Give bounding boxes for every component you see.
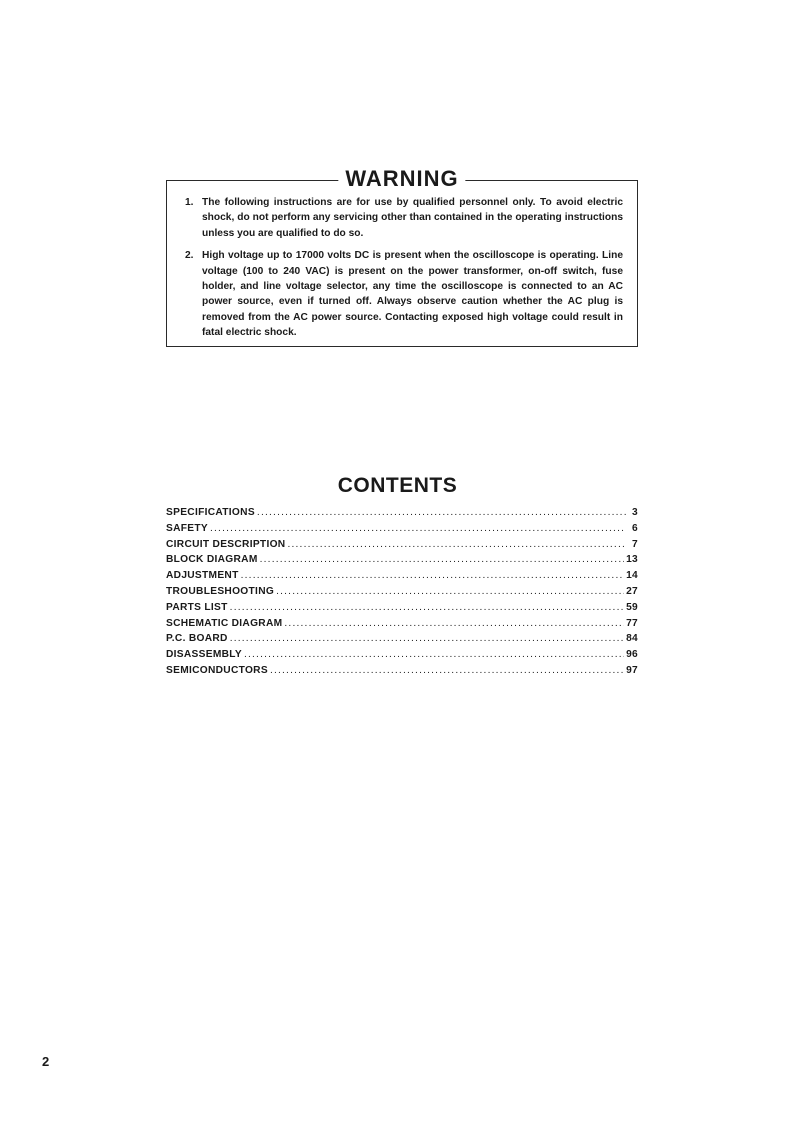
table-of-contents <box>166 507 638 681</box>
contents-title: CONTENTS <box>337 474 458 497</box>
toc-entry-title: DISASSEMBLY <box>166 649 242 661</box>
toc-entry-page: 13 <box>626 554 638 566</box>
toc-entry-circuit-description[interactable] <box>166 539 638 555</box>
toc-entry-page: 6 <box>632 522 638 534</box>
toc-entry-adjustment[interactable] <box>166 570 638 586</box>
toc-entry-page: 97 <box>626 664 638 676</box>
toc-entry-page: 14 <box>626 570 638 582</box>
toc-entry-troubleshooting[interactable] <box>166 586 638 602</box>
toc-leader <box>276 586 624 597</box>
warning-item-text: High voltage up to 17000 volts DC is present when the oscilloscope is operating. Line voltage (100 to 240 VAC) is present on the power transformer, on-off switch, fuse holder, and line voltage selector, any time the oscilloscope is connected to an AC power source, even if turned off. Always observe caution whether the AC plug is removed from the AC power source. Contacting exposed high voltage could result in fatal electric shock. <box>202 250 623 339</box>
toc-entry-page: 3 <box>632 507 638 518</box>
toc-leader <box>260 554 624 565</box>
toc-entry-pc-board[interactable] <box>166 633 638 649</box>
warning-item-text: The following instructions are for use by qualified personnel only. To avoid electric shock, do not perform any servicing other than contained in the operating instructions unless you are qualified to do so. <box>202 197 623 239</box>
toc-leader <box>230 633 624 644</box>
toc-entry-page: 77 <box>626 617 638 629</box>
toc-entry-page: 7 <box>632 538 638 550</box>
toc-entry-title: ADJUSTMENT <box>166 570 239 582</box>
toc-leader <box>287 539 626 550</box>
toc-entry-page: 96 <box>626 649 638 661</box>
warning-item-number: 1. <box>185 197 194 208</box>
warning-list <box>185 195 623 348</box>
toc-entry-title: P.C. BOARD <box>166 633 228 645</box>
warning-item <box>185 195 623 241</box>
toc-leader <box>230 602 624 613</box>
toc-leader <box>244 649 624 660</box>
toc-entry-title: SAFETY <box>166 522 208 534</box>
toc-leader <box>270 665 624 676</box>
toc-entry-block-diagram[interactable] <box>166 554 638 570</box>
toc-leader <box>284 618 624 629</box>
page-number: 2 <box>42 1054 50 1069</box>
toc-entry-title: TROUBLESHOOTING <box>166 585 275 597</box>
warning-title: WARNING <box>338 165 465 193</box>
toc-entry-semiconductors[interactable] <box>166 665 638 681</box>
toc-entry-safety[interactable] <box>166 523 638 539</box>
toc-entry-disassembly[interactable] <box>166 649 638 665</box>
warning-item-number: 2. <box>185 250 194 262</box>
toc-entry-title: SPECIFICATIONS <box>166 507 255 518</box>
toc-leader <box>241 570 624 581</box>
toc-entry-page: 59 <box>626 601 638 613</box>
toc-entry-title: CIRCUIT DESCRIPTION <box>166 538 286 550</box>
toc-leader <box>257 507 626 518</box>
toc-entry-specifications[interactable] <box>166 507 638 523</box>
warning-box <box>166 166 638 347</box>
toc-entry-title: PARTS LIST <box>166 601 228 613</box>
toc-entry-page: 27 <box>626 585 638 597</box>
toc-entry-schematic-diagram[interactable] <box>166 618 638 634</box>
toc-entry-title: SCHEMATIC DIAGRAM <box>166 617 283 629</box>
toc-entry-title: BLOCK DIAGRAM <box>166 554 258 566</box>
warning-item <box>185 248 623 340</box>
toc-leader <box>210 523 626 534</box>
toc-entry-title: SEMICONDUCTORS <box>166 664 268 676</box>
toc-entry-page: 84 <box>626 633 638 645</box>
toc-entry-parts-list[interactable] <box>166 602 638 618</box>
